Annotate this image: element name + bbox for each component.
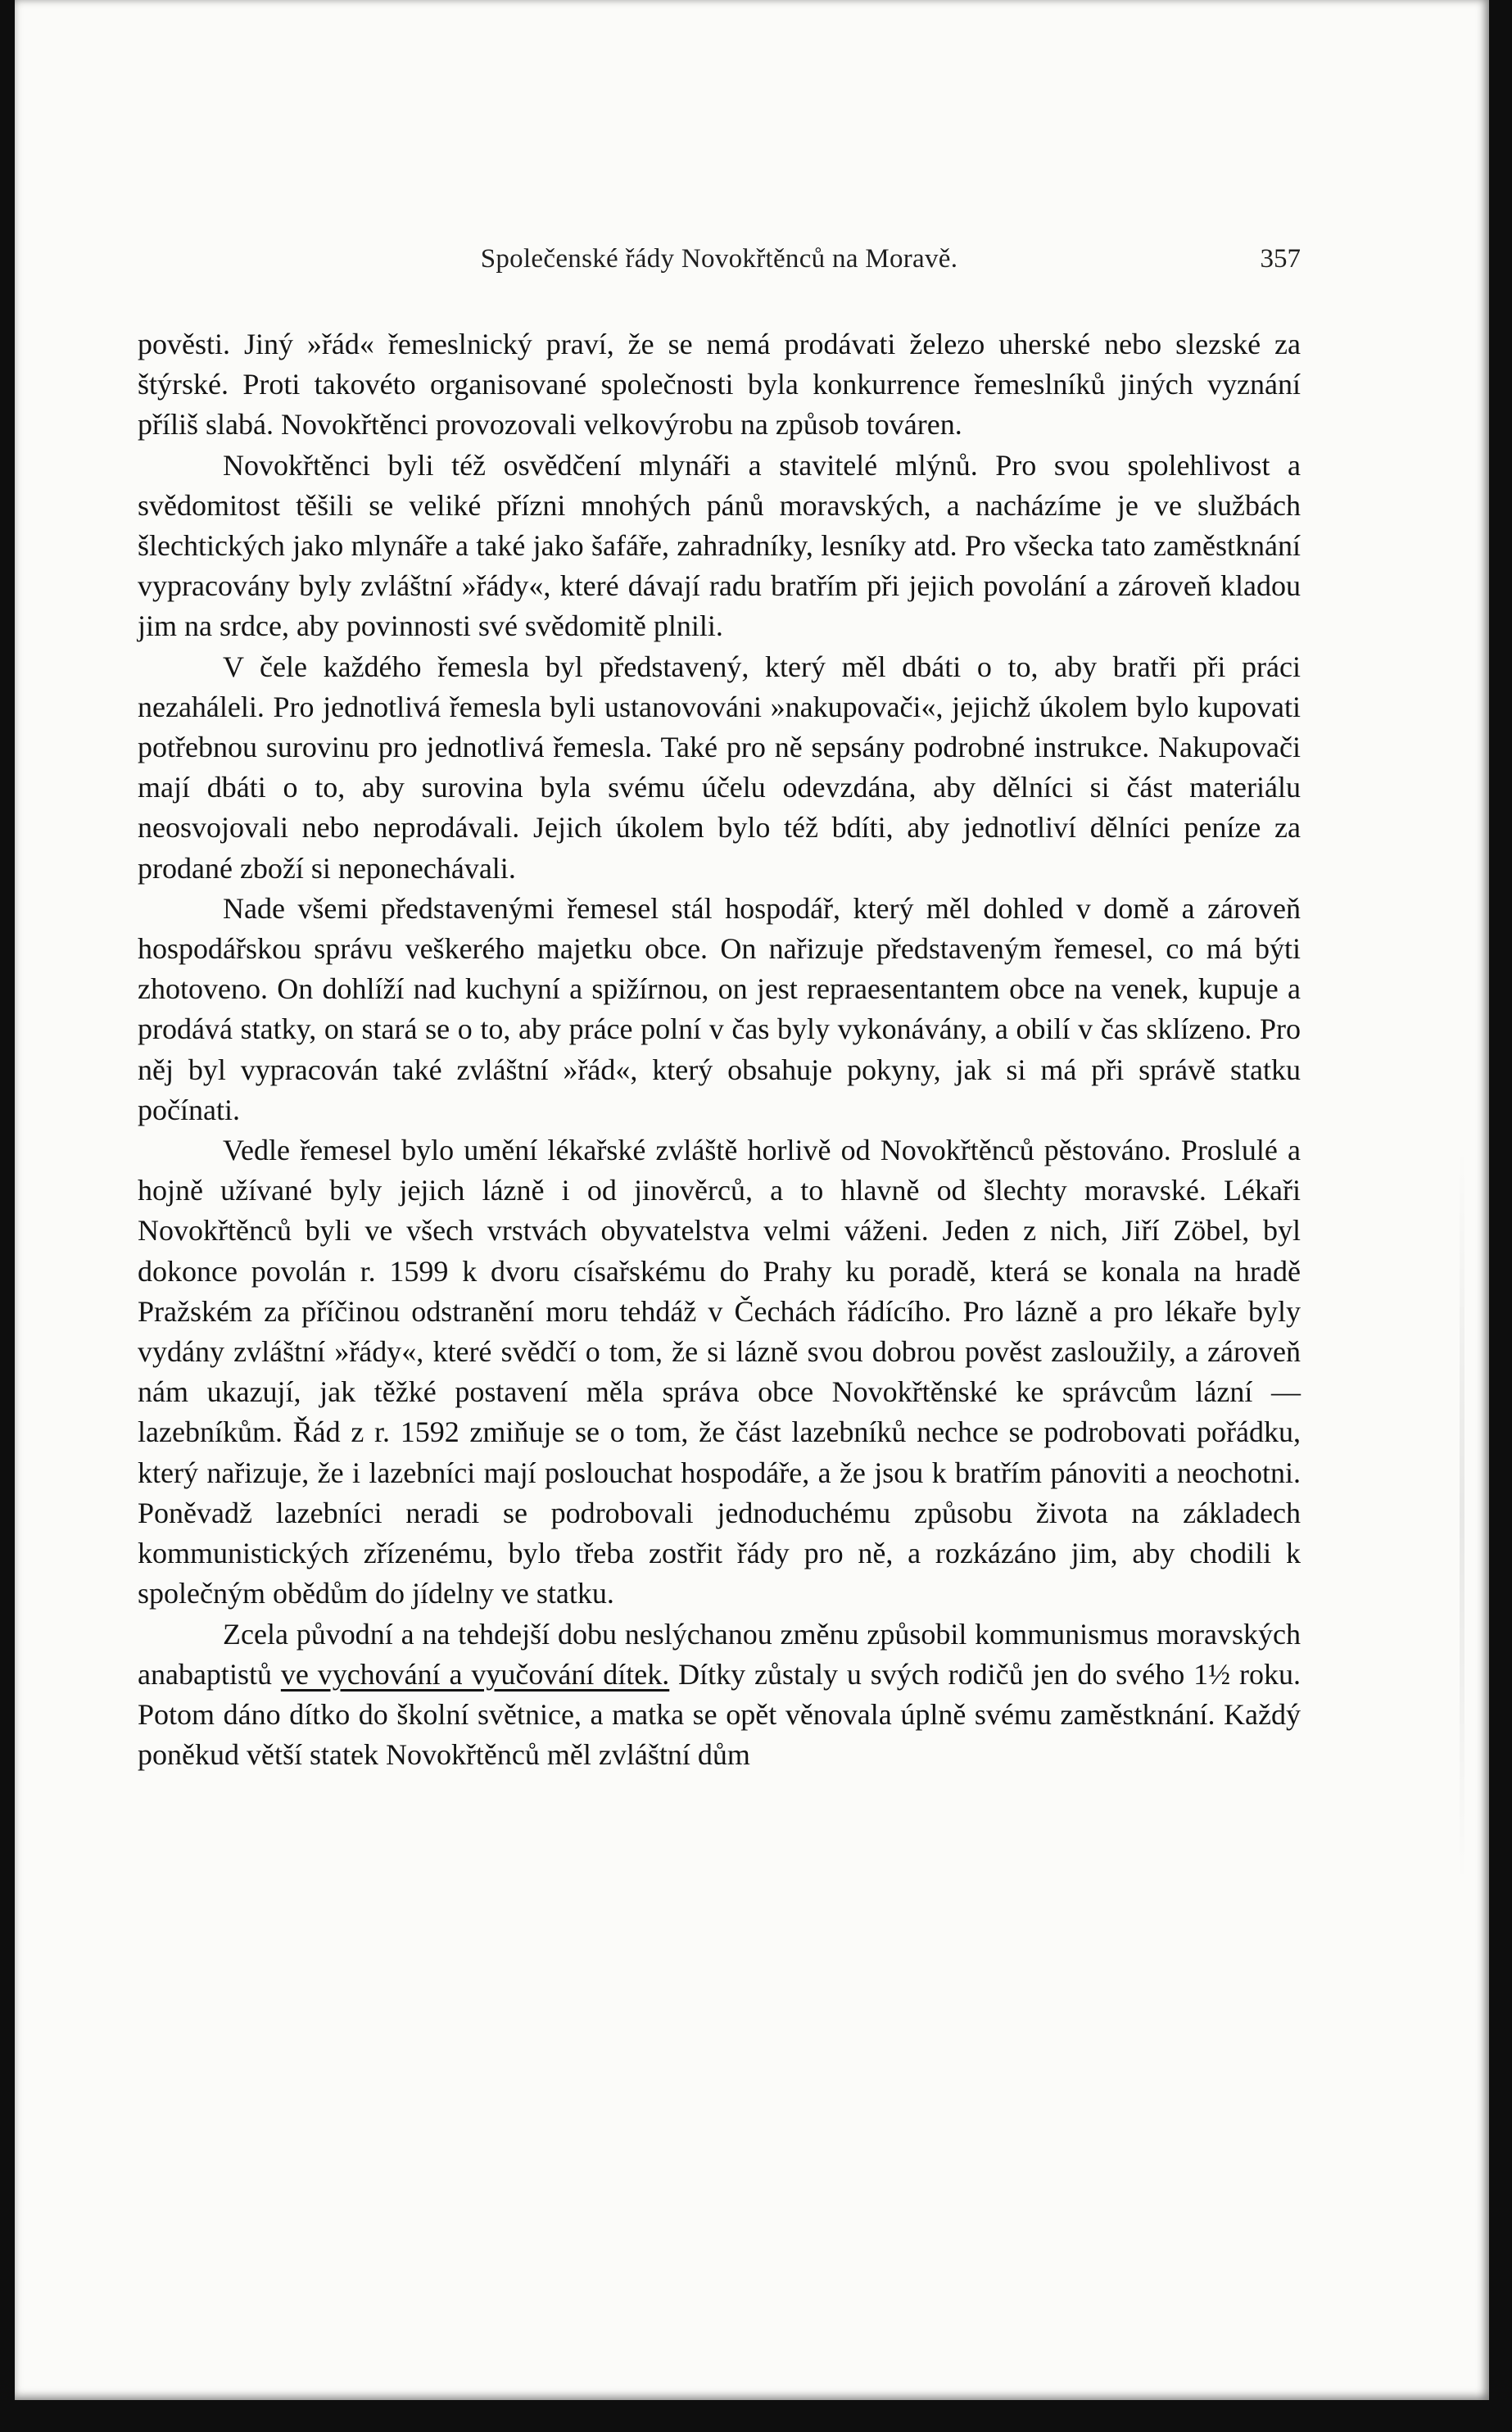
paragraph-6: [138, 1615, 1301, 1776]
paragraph-4: Nade všemi představenými řemesel stál hospodář, který měl dohled v domě a zároveň hospodářskou správu veškerého majetku obce. On nařizuje představeným řemesel, co má býti zhotoveno. On dohlíží nad kuchyní a spižírnou, on jest repraesentantem obce na venek, kupuje a prodává statky, on stará se o to, aby práce polní v čas byly vykonávány, a obilí v čas sklízeno. Pro něj byl vypracován také zvláštní »řád«, který obsahuje pokyny, jak si má při správě statku počínati.: [138, 891, 1301, 1126]
paragraph-3: V čele každého řemesla byl představený, který měl dbáti o to, aby bratři při práci nezaháleli. Pro jednotlivá řemesla byli ustanovováni »nakupovači«, jejichž úkolem bylo kupovati potřebnou surovinu pro jednotlivá řemesla. Také pro ně sepsány podrobné instrukce. Nakupovači mají dbáti o to, aby surovina byla svému účelu odevzdána, aby dělníci si část materiálu neosvojovali nebo neprodávali. Jejich úkolem bylo též bdíti, aby jednotliví dělníci peníze za prodané zboží si neponechávali.: [138, 650, 1301, 885]
paragraph-2: Novokřtěnci byli též osvědčení mlynáři a stavitelé mlýnů. Pro svou spolehlivost a svědomitost těšili se veliké přízni mnohých pánů moravských, a nacházíme je ve službách šlechtických jako mlynáře a také jako šafáře, zahradníky, lesníky atd. Pro všecka tato zaměstknání vypracovány byly zvláštní »řády«, které dávají radu bratřím při jejich povolání a zároveň kladou jim na srdce, aby povinnosti své svědomitě plnili.: [138, 448, 1301, 643]
page-edge-shadow: [1460, 1147, 1464, 1884]
running-head-title: Společenské řády Novokřtěnců na Moravě.: [480, 244, 958, 274]
body-text: [138, 324, 1301, 1775]
page-number: 357: [1260, 244, 1301, 274]
paragraph-6-after: Dítky zůstaly u svých rodičů jen do svého 1½ roku. Potom dáno dítko do školní světnice, a matka se opět věnovala úplně svému zaměstknání. Každý poněkud větší statek Novokřtěnců měl zvláštní dům: [138, 1657, 1301, 1772]
paragraph-6-before: Zcela původní a na tehdejší dobu neslýchanou změnu způsobil kommunismus moravských anabaptistů: [138, 1617, 1301, 1691]
paragraph-1: pověsti. Jiný »řád« řemeslnický praví, že se nemá prodávati železo uherské nebo slezské za štýrské. Proti takovéto organisované společnosti byla konkurrence řemeslníků jiných vyznání příliš slabá. Novokřtěnci provozovali velkovýrobu na způsob továren.: [138, 328, 1301, 442]
running-head: [138, 244, 1301, 285]
paragraph-5: Vedle řemesel bylo umění lékařské zvláště horlivě od Novokřtěnců pěstováno. Proslulé a hojně užívané byly jejich lázně i od jinověrců, a to hlavně od šlechty moravské. Lékaři Novokřtěnců byli ve všech vrstvách obyvatelstva velmi váženi. Jeden z nich, Jiří Zöbel, byl dokonce povolán r. 1599 k dvoru císařskému do Prahy ku poradě, která se konala na hradě Pražském za příčinou odstranění moru tehdáž v Čechách řádícího. Pro lázně a pro lékaře byly vydány zvláštní »řády«, které svědčí o tom, že si lázně svou dobrou pověst zasloužily, a zároveň nám ukazují, jak těžké postavení měla správa obce Novokřtěnské ke správcům lázní — lazebníkům. Řád z r. 1592 zmiňuje se o tom, že část lazebníků nechce se podrobovati pořádku, který nařizuje, že i lazebníci mají poslouchat hospodáře, a že jsou k bratřím pánoviti a neochotni. Poněvadž lazebníci neradi se podrobovali jednoduchému způsobu života na základech kommunistických zřízenému, bylo třeba zostřit řády pro ně, a rozkázáno jim, aby chodili k společným obědům do jídelny ve statku.: [138, 1134, 1301, 1610]
underlined-phrase: ve vychování a vyučování dítek.: [280, 1657, 670, 1691]
